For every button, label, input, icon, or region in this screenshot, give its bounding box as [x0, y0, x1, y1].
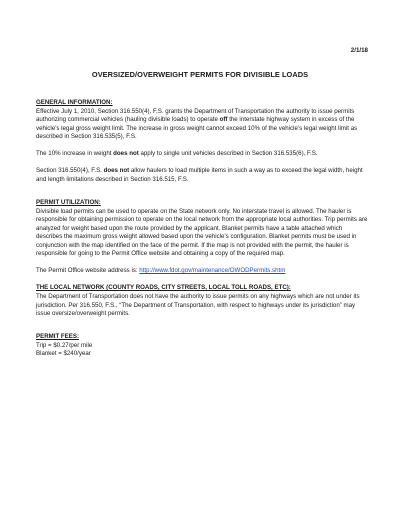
permit-office-website-link[interactable]: http://www.fdot.gov/maintenance/OWODPermits.shtm	[139, 267, 286, 275]
document-title: OVERSIZED/OVERWEIGHT PERMITS FOR DIVISIBLE LOADS	[91, 70, 309, 79]
trip-fee: Trip = $0.27/per mile	[36, 341, 93, 349]
general-p3-text-b: allow haulers to load multiple items in such a way as to exceed the legal width, height and length limitations described in Section 316.515, F.S.	[36, 167, 363, 183]
document-date: 2/1/18	[350, 47, 368, 54]
permit-utilization-paragraph: Divisible load permits can be used to operate on the State network only. No interstate travel is allowed. The hauler is responsible for obtaining permission to operate on the local network from the appropriate local authorities. Trip permits are analyzed for weight based upon the route provided by the applicant. Blanket permits have a table attached which describes the maximum gross weight allowed based upon the vehicle’s configuration. Blanket permits must be used in conjunction with the map identified on the face of the permit. If the map is not provided with the permit, the hauler is responsible for going to the Permit Office website and obtaining a copy of the required map.	[36, 207, 368, 258]
general-p2-text-b: apply to single unit vehicles described in Section 316.535(6), F.S.	[138, 150, 318, 158]
general-info-paragraph-2	[36, 150, 368, 159]
general-p1-text-b: the interstate highway system in excess of the vehicle’s legal gross weight limit. The increase in gross weight cannot exceed 10% of the vehicle’s legal weight limit as described in Section 316.535(5), F.S.	[36, 116, 358, 141]
permit-utilization-heading: PERMIT UTILIZATION:	[36, 199, 101, 207]
general-info-paragraph-1	[36, 108, 368, 142]
local-network-heading: THE LOCAL NETWORK (COUNTY ROADS, CITY STREETS, LOCAL TOLL ROADS, ETC):	[36, 284, 291, 292]
permit-office-website-line	[36, 267, 368, 276]
general-p2-emphasis: does not	[113, 150, 139, 158]
local-network-paragraph: The Department of Transportation does not have the authority to issue permits on any highways which are not under its jurisdiction. Per 316.550, F.S., “The Department of Transportation, with respect to highways under its jurisdiction” may issue oversize/overweight permits.	[36, 293, 360, 318]
general-p3-text-a: Section 316.550(4), F.S.	[36, 167, 104, 175]
website-label: The Permit Office website address is:	[36, 267, 140, 275]
general-info-heading: GENERAL INFORMATION:	[36, 99, 113, 106]
general-p3-emphasis: does not	[103, 167, 130, 175]
permit-fees-heading: PERMIT FEES:	[36, 333, 79, 341]
document-body	[36, 99, 368, 359]
general-p1-emphasis: off	[219, 116, 228, 124]
general-p2-text-a: The 10% increase in weight	[36, 150, 114, 158]
general-p1-text-a: Effective July 1, 2010, Section 316.550(4), F.S. grants the Department of Transportation the authority to issue permits authorizing commercial vehicles (hauling divisible loads) to operate	[36, 107, 355, 124]
blanket-fee: Blanket = $240/year	[36, 350, 91, 358]
general-info-paragraph-3	[36, 167, 368, 184]
